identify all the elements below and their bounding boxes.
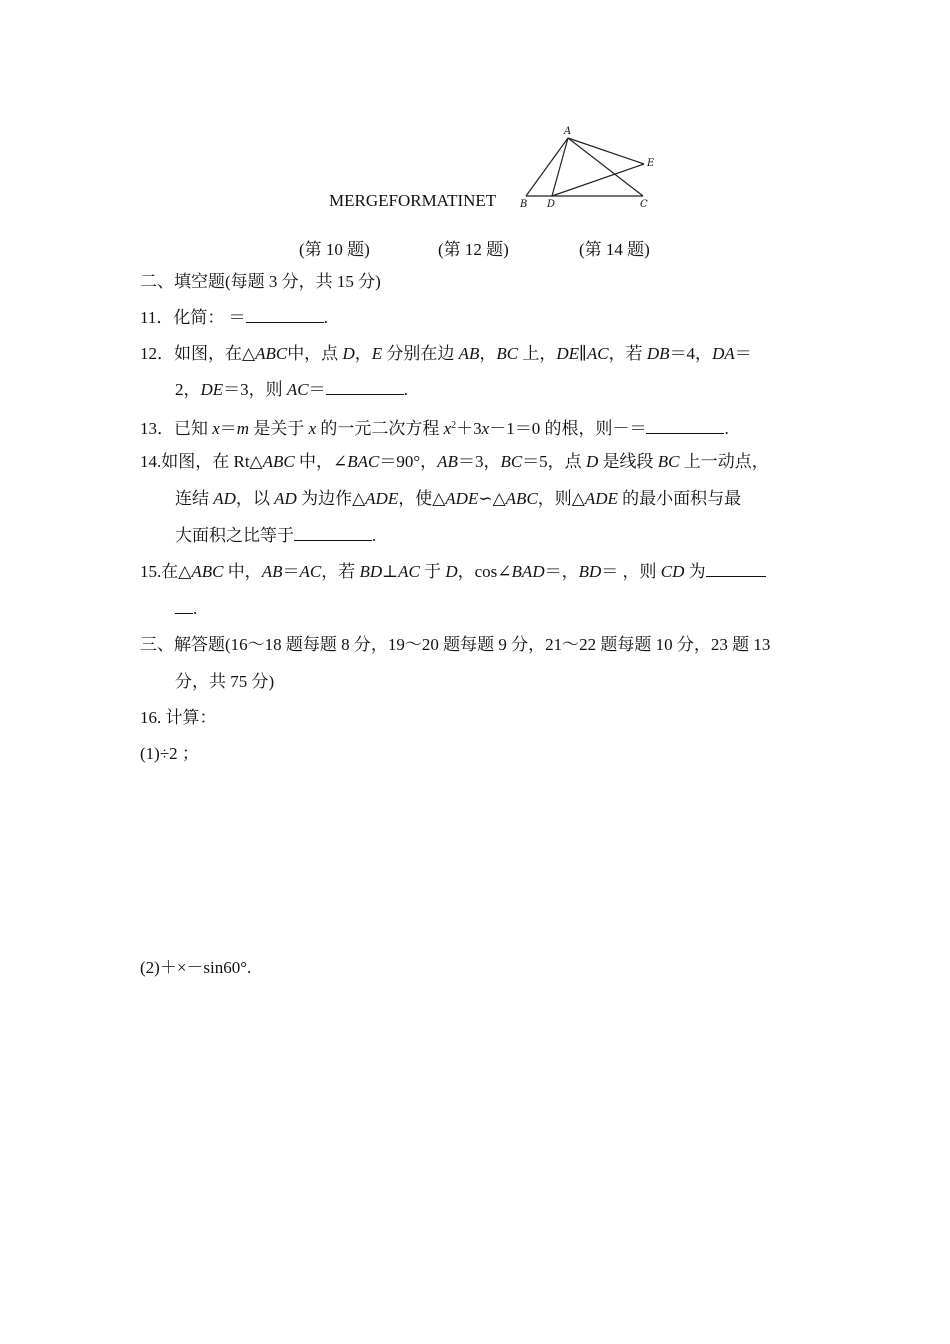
answer-blank — [246, 306, 324, 323]
segment-ad — [552, 138, 568, 196]
answer-blank — [294, 524, 372, 541]
label-d: D — [547, 199, 556, 210]
question-14-cont2: 大面积之比等于 . — [175, 526, 377, 545]
label-b: B — [520, 199, 528, 210]
segment-ab — [526, 138, 568, 196]
triangle-figure — [516, 120, 666, 215]
answer-blank — [706, 560, 766, 577]
caption-q12: (第 12 题) — [438, 240, 509, 259]
segment-ac — [568, 138, 643, 196]
section-3-heading: 三、解答题(16～18 题每题 8 分，19～20 题每题 9 分，21～22 题每题 10 分，23 题 13 — [140, 635, 771, 654]
question-15-cont: . — [175, 597, 197, 621]
section-3-heading-cont: 分，共 75 分) — [175, 672, 275, 691]
segment-de — [552, 164, 644, 196]
question-14: 14.如图，在 Rt△ABC 中，∠BAC＝90°，AB＝3，BC＝5，点 D 是线段 BC 上一动点， — [140, 452, 769, 471]
label-e: E — [647, 158, 655, 169]
question-13: 13．已知 x＝m 是关于 x 的一元二次方程 $x^2+3x-1=0$ 的根，则－＝ . — [140, 419, 729, 438]
question-16-part-2: (2)＋×－sin60°. — [140, 958, 252, 977]
answer-blank — [175, 597, 193, 614]
question-14-cont: 连结 AD，以 AD 为边作△ADE，使△ADE∽△ABC，则△ADE 的最小面积与最 — [175, 489, 742, 508]
question-15: 15.在△ABC 中，AB＝AC，若 BD⊥AC 于 D，cos∠BAD＝，BD＝ ，则 CD 为 — [140, 560, 766, 584]
caption-q14: (第 14 题) — [579, 240, 650, 259]
merge-format-text: MERGEFORMATINET — [329, 191, 497, 210]
question-11: 11．化简： ＝ . — [140, 308, 328, 327]
section-2-heading: 二、填空题(每题 3 分，共 15 分) — [140, 272, 381, 291]
question-12-cont: 2，DE＝3，则 AC＝ . — [175, 380, 408, 399]
answer-blank — [326, 378, 404, 395]
question-16: 16. 计算： — [140, 708, 217, 727]
question-12: 12．如图，在△ABC中，点 D，E 分别在边 AB，BC 上，DE∥AC，若 DB＝4，DA＝ — [140, 344, 752, 363]
caption-q10: (第 10 题) — [299, 240, 370, 259]
question-16-part-1: (1)÷2 ； — [140, 744, 199, 763]
label-a: A — [564, 126, 572, 137]
answer-blank — [646, 417, 724, 434]
label-c: C — [640, 199, 648, 210]
segment-ae — [568, 138, 644, 164]
